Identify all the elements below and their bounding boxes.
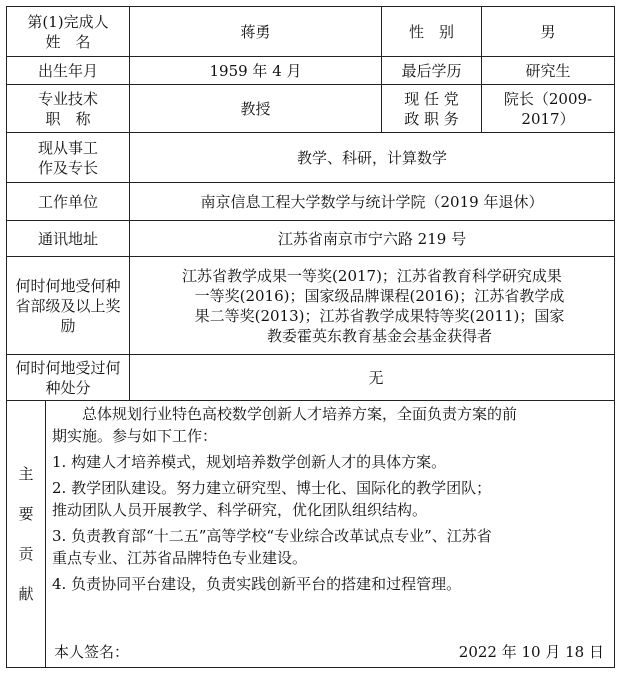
row-title: [7, 85, 615, 133]
row-name: [7, 7, 615, 57]
specialty-value: 教学、科研，计算数学: [130, 133, 615, 183]
address-value: 江苏省南京市宁六路 219 号: [130, 221, 615, 257]
contribution-item-2: 2. 教学团队建设。努力建立研究型、博士化、国际化的教学团队；: [52, 479, 492, 497]
title-label-line1: 专业技术: [37, 89, 98, 108]
awards-label-line3: 励: [60, 316, 76, 335]
post-label-line2: 政 职 务: [404, 109, 459, 128]
contributions-cell: [7, 401, 615, 668]
row-specialty: [7, 133, 615, 183]
personnel-form-table: [6, 6, 615, 668]
contribution-item-2-cont: 推动团队人员开展教学、科学研究，优化团队组织结构。: [52, 501, 428, 519]
awards-line: 果二等奖(2013)；江苏省教学成果特等奖(2011)；国家: [194, 306, 565, 325]
awards-line: 江苏省教学成果一等奖(2017)；江苏省教育科学研究成果: [182, 266, 562, 285]
contribution-item-1: 1. 构建人才培养模式，规划培养数学创新人才的具体方案。: [52, 453, 447, 471]
row-contributions: [7, 401, 615, 668]
awards-label-line1: 何时何地受何种: [15, 276, 121, 295]
row-employer: [7, 183, 615, 221]
row-awards: [7, 257, 615, 355]
birth-label: 出生年月: [7, 57, 130, 85]
contributions-label: [7, 401, 46, 667]
row-birth: [7, 57, 615, 85]
specialty-label-line2: 作及专长: [37, 158, 98, 177]
title-label-line2: 职 称: [45, 109, 91, 128]
contribution-item-4: 4. 负责协同平台建设，负责实践创新平台的搭建和过程管理。: [52, 575, 462, 593]
row-discipline: [7, 355, 615, 401]
discipline-label-line2: 种处分: [45, 378, 91, 397]
post-label-line1: 现 任 党: [404, 89, 459, 108]
contributions-label-char: 要: [18, 505, 34, 523]
education-value: 研究生: [482, 57, 615, 85]
signature-row: [52, 641, 608, 663]
address-label: 通讯地址: [7, 221, 130, 257]
name-label-line2: 姓 名: [45, 32, 91, 51]
contributions-intro-line2: 期实施。参与如下工作：: [52, 427, 218, 445]
post-value: [482, 85, 615, 133]
row-address: [7, 221, 615, 257]
specialty-label: [7, 133, 130, 183]
post-value-line1: 院长（2009-: [503, 89, 593, 108]
gender-label: 性 别: [382, 7, 482, 57]
post-value-line2: 2017）: [521, 109, 575, 128]
contributions-label-char: 主: [18, 465, 34, 483]
awards-label-line2: 省部级及以上奖: [15, 296, 121, 315]
contributions-label-char: 贡: [18, 545, 34, 563]
discipline-label-line1: 何时何地受过何: [15, 358, 121, 377]
name-label: [7, 7, 130, 57]
contributions-body: [46, 401, 614, 667]
employer-label: 工作单位: [7, 183, 130, 221]
title-value: 教授: [130, 85, 382, 133]
contribution-item-3: 3. 负责教育部“十二五”高等学校“专业综合改革试点专业”、江苏省: [52, 527, 492, 545]
birth-value: 1959 年 4 月: [130, 57, 382, 85]
name-value: 蒋勇: [130, 7, 382, 57]
contribution-item-3-cont: 重点专业、江苏省品牌特色专业建设。: [52, 549, 308, 567]
signature-date: 2022 年 10 月 18 日: [458, 643, 604, 661]
discipline-value: 无: [130, 355, 615, 401]
title-label: [7, 85, 130, 133]
discipline-label: [7, 355, 130, 401]
employer-value: 南京信息工程大学数学与统计学院（2019 年退休）: [130, 183, 615, 221]
awards-value: [130, 257, 615, 355]
awards-line: 教委霍英东教育基金会基金获得者: [266, 326, 492, 345]
contributions-label-char: 献: [18, 585, 34, 603]
gender-value: 男: [482, 7, 615, 57]
signature-label: 本人签名：: [54, 643, 130, 661]
education-label: 最后学历: [382, 57, 482, 85]
awards-line: 一等奖(2016)；国家级品牌课程(2016)；江苏省教学成: [194, 286, 565, 305]
specialty-label-line1: 现从事工: [37, 138, 98, 157]
contributions-intro-line1: 总体规划行业特色高校数学创新人才培养方案，全面负责方案的前: [82, 405, 518, 423]
post-label: [382, 85, 482, 133]
name-label-line1: 第(1)完成人: [27, 12, 109, 31]
awards-label: [7, 257, 130, 355]
